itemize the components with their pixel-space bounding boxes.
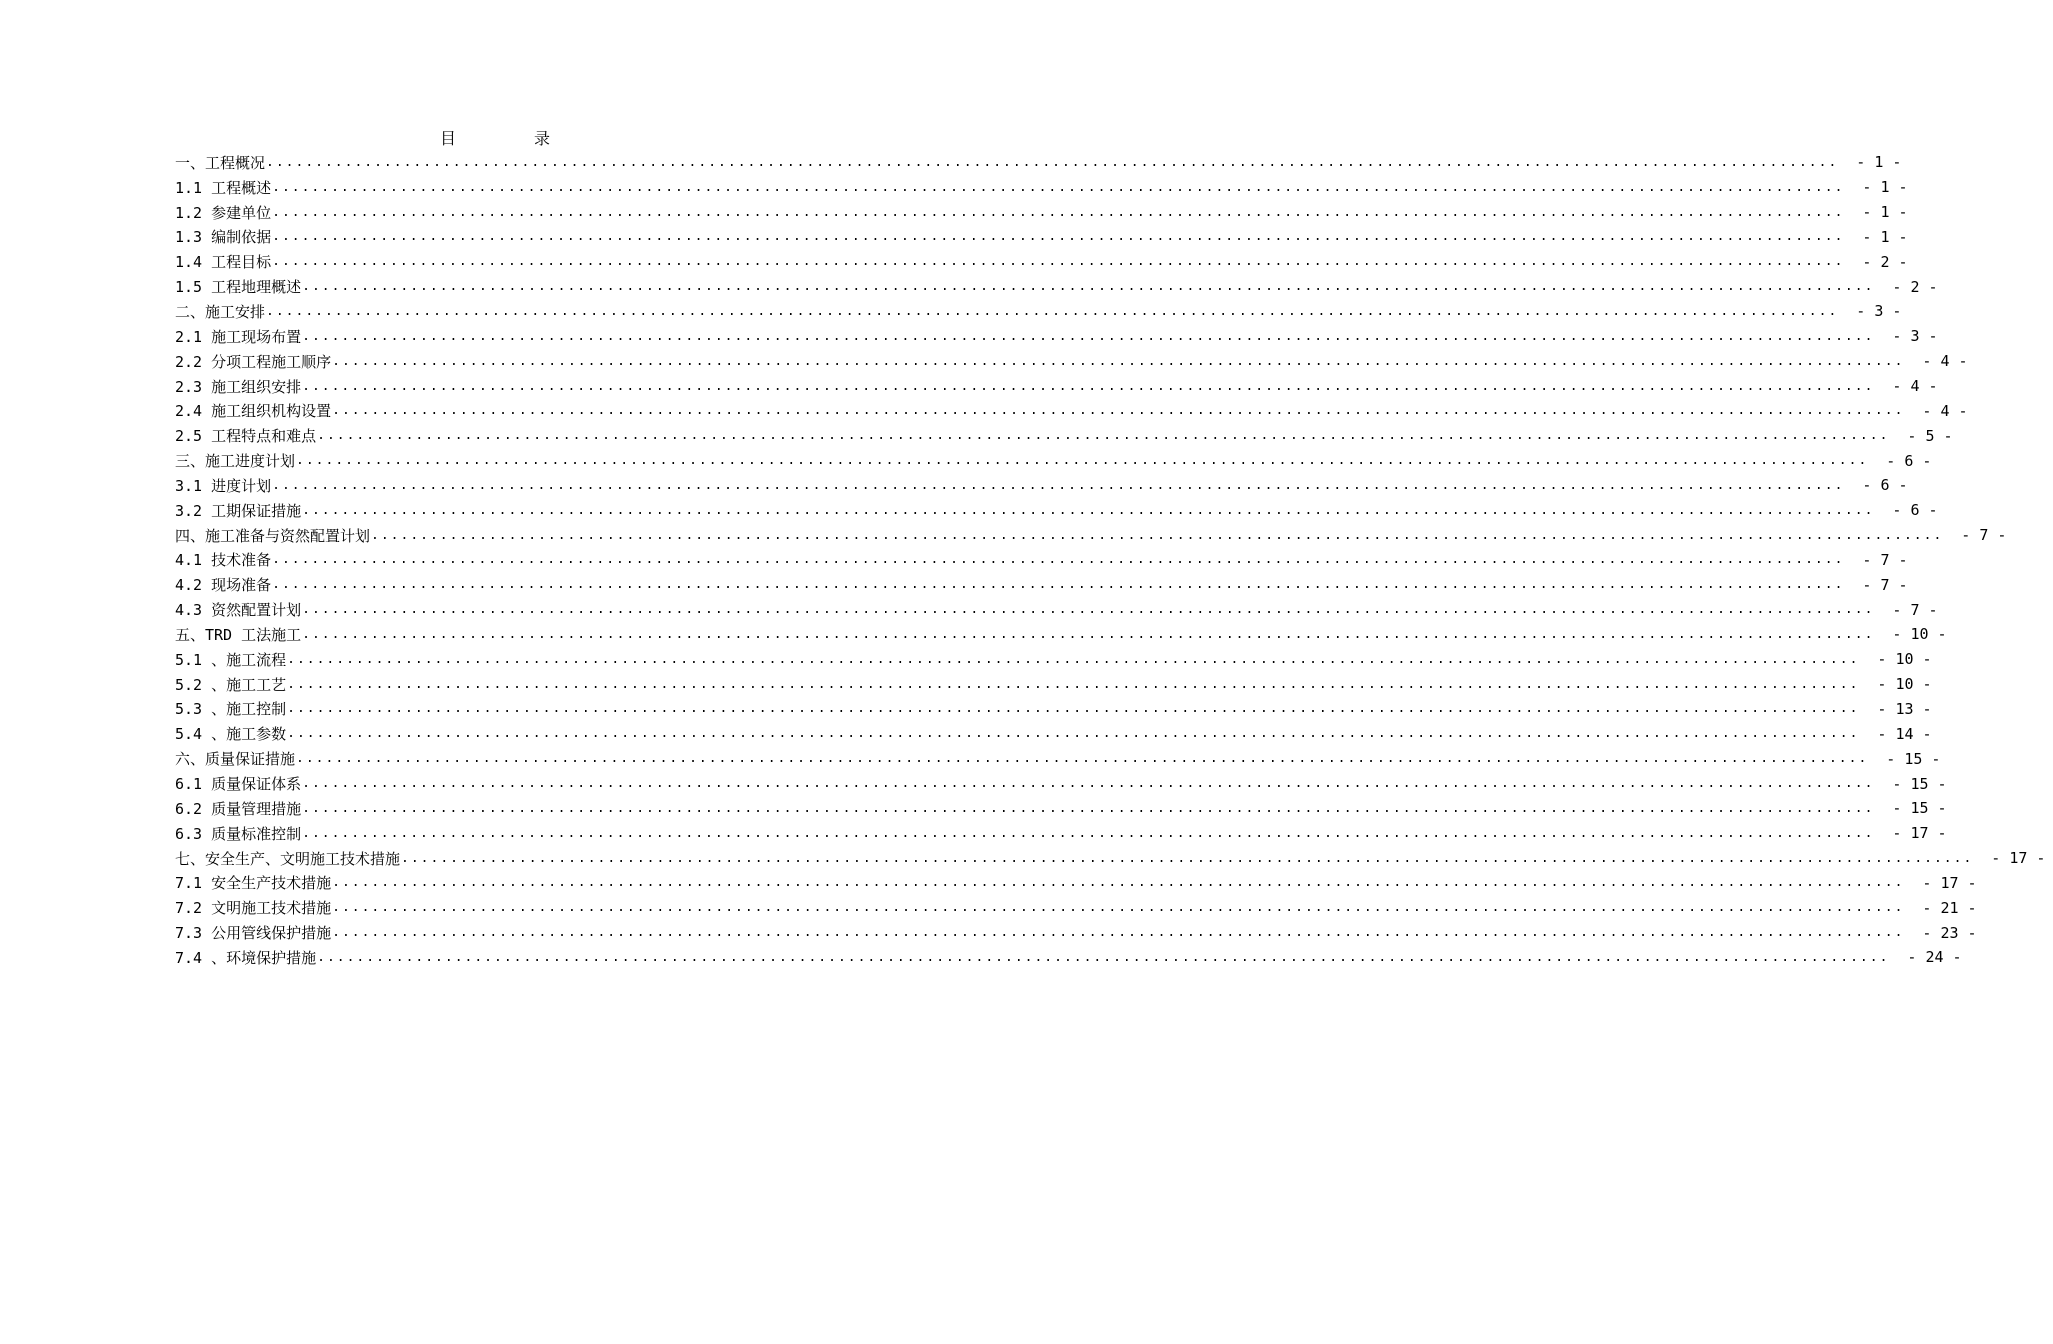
toc-dot-leader: ................................................................................................................................................................ [287, 726, 1860, 742]
toc-entry-label: 6.2 质量管理措施 [175, 799, 302, 818]
toc-entry-label: 5.4 、施工参数 [175, 725, 287, 744]
toc-entry-page: - 7 - [1961, 526, 2007, 545]
toc-entry-page: - 6 - [1862, 476, 1908, 495]
toc-entry-label: 3.2 工期保证措施 [175, 501, 302, 520]
toc-title-right: 录 [534, 129, 551, 148]
toc-entry-label: 1.1 工程概述 [175, 178, 272, 197]
toc-dot-leader: ................................................................................................................................................................ [302, 378, 1875, 394]
toc-dot-leader: ................................................................................................................................................................ [317, 428, 1890, 444]
toc-entry-page: - 6 - [1886, 451, 1932, 470]
toc-entry-label: 7.2 文明施工技术措施 [175, 899, 332, 918]
toc-entry-page: - 10 - [1877, 650, 1932, 669]
toc-entry[interactable] [175, 746, 1941, 771]
toc-entry-page: - 4 - [1922, 401, 1968, 420]
toc-entry[interactable] [175, 398, 1968, 423]
toc-entry-page: - 21 - [1922, 898, 1977, 917]
toc-entry-page: - 2 - [1892, 277, 1938, 296]
toc-dot-leader: ................................................................................................................................................................ [332, 353, 1905, 369]
toc-entry-page: - 10 - [1877, 675, 1932, 694]
toc-entry[interactable] [175, 498, 1938, 523]
toc-entry[interactable] [175, 324, 1938, 349]
toc-entry-page: - 14 - [1877, 724, 1932, 743]
toc-entry-label: 1.3 编制依据 [175, 228, 272, 247]
toc-entry-label: 1.5 工程地理概述 [175, 278, 302, 297]
toc-entry-page: - 13 - [1877, 699, 1932, 718]
toc-entry[interactable] [175, 945, 1962, 970]
toc-entry-page: - 15 - [1892, 799, 1947, 818]
toc-dot-leader: ................................................................................................................................................................ [302, 776, 1875, 792]
toc-entry-label: 二、施工安排 [175, 302, 266, 321]
toc-entry[interactable] [175, 349, 1968, 374]
toc-dot-leader: ................................................................................................................................................................ [302, 502, 1875, 518]
toc-dot-leader: ................................................................................................................................................................ [302, 328, 1875, 344]
toc-dot-leader: ................................................................................................................................................................ [272, 204, 1845, 220]
toc-entry-label: 1.4 工程目标 [175, 253, 272, 272]
toc-entry[interactable] [175, 249, 1908, 274]
toc-dot-leader: ................................................................................................................................................................ [332, 403, 1905, 419]
toc-entry-label: 三、施工进度计划 [175, 452, 296, 471]
toc-entry[interactable] [175, 870, 1977, 895]
toc-entry-page: - 5 - [1907, 426, 1953, 445]
toc-entry-page: - 4 - [1922, 352, 1968, 371]
toc-entry-label: 五、TRD 工法施工 [175, 625, 302, 644]
toc-dot-leader: ................................................................................................................................................................ [287, 701, 1860, 717]
toc-entry-page: - 2 - [1862, 252, 1908, 271]
toc-dot-leader: ................................................................................................................................................................ [332, 875, 1905, 891]
toc-entry-page: - 4 - [1892, 377, 1938, 396]
toc-entry-label: 5.3 、施工控制 [175, 700, 287, 719]
toc-entry[interactable] [175, 274, 1938, 299]
toc-dot-leader: ................................................................................................................................................................ [302, 800, 1875, 816]
toc-entry[interactable] [175, 225, 1908, 250]
toc-entry-page: - 17 - [1892, 824, 1947, 843]
toc-entry-label: 4.1 技术准备 [175, 551, 272, 570]
toc-entry[interactable] [175, 597, 1938, 622]
toc-entry[interactable] [175, 895, 1977, 920]
toc-dot-leader: ................................................................................................................................................................ [371, 527, 1944, 543]
toc-entry-label: 5.1 、施工流程 [175, 650, 287, 669]
toc-entry-label: 2.5 工程特点和难点 [175, 427, 317, 446]
toc-title [0, 126, 990, 149]
toc-entry-page: - 10 - [1892, 625, 1947, 644]
toc-dot-leader: ................................................................................................................................................................ [287, 651, 1860, 667]
toc-entry[interactable] [175, 448, 1932, 473]
toc-entry-label: 4.3 资然配置计划 [175, 601, 302, 620]
toc-entry-label: 4.2 现场准备 [175, 576, 272, 595]
toc-entry[interactable] [175, 697, 1932, 722]
toc-entry-label: 2.4 施工组织机构设置 [175, 402, 332, 421]
toc-dot-leader: ................................................................................................................................................................ [287, 676, 1860, 692]
toc-entry[interactable] [175, 572, 1908, 597]
toc-entry-page: - 17 - [1922, 873, 1977, 892]
toc-title-left: 目 [439, 129, 456, 148]
toc-entry-label: 6.1 质量保证体系 [175, 775, 302, 794]
toc-entry-label: 1.2 参建单位 [175, 203, 272, 222]
toc-dot-leader: ................................................................................................................................................................ [266, 303, 1839, 319]
toc-entry[interactable] [175, 150, 1902, 175]
toc-entry[interactable] [175, 672, 1932, 697]
toc-entry-label: 2.3 施工组织安排 [175, 377, 302, 396]
toc-entry-page: - 7 - [1892, 600, 1938, 619]
toc-entry[interactable] [175, 721, 1932, 746]
toc-dot-leader: ................................................................................................................................................................ [272, 254, 1845, 270]
toc-entry[interactable] [175, 647, 1932, 672]
toc-entry-page: - 1 - [1862, 203, 1908, 222]
toc-dot-leader: ................................................................................................................................................................ [272, 477, 1845, 493]
toc-dot-leader: ................................................................................................................................................................ [302, 602, 1875, 618]
toc-dot-leader: ................................................................................................................................................................ [302, 825, 1875, 841]
toc-entry[interactable] [175, 374, 1938, 399]
toc-entry[interactable] [175, 175, 1908, 200]
toc-entry-label: 5.2 、施工工艺 [175, 675, 287, 694]
toc-list [175, 150, 2046, 970]
toc-dot-leader: ................................................................................................................................................................ [272, 229, 1845, 245]
toc-entry[interactable] [175, 548, 1908, 573]
toc-entry-label: 一、工程概况 [175, 153, 266, 172]
toc-entry[interactable] [175, 523, 2007, 548]
toc-entry-page: - 15 - [1886, 749, 1941, 768]
toc-entry-page: - 6 - [1892, 501, 1938, 520]
toc-entry[interactable] [175, 771, 1947, 796]
toc-entry[interactable] [175, 473, 1908, 498]
toc-dot-leader: ................................................................................................................................................................ [272, 179, 1845, 195]
toc-dot-leader: ................................................................................................................................................................ [302, 279, 1875, 295]
toc-entry-page: - 1 - [1856, 153, 1902, 172]
toc-entry-page: - 3 - [1892, 327, 1938, 346]
toc-entry-page: - 1 - [1862, 178, 1908, 197]
toc-dot-leader: ................................................................................................................................................................ [317, 949, 1890, 965]
toc-entry-label: 2.2 分项工程施工顺序 [175, 352, 332, 371]
toc-entry-page: - 7 - [1862, 575, 1908, 594]
toc-dot-leader: ................................................................................................................................................................ [272, 577, 1845, 593]
toc-dot-leader: ................................................................................................................................................................ [296, 453, 1869, 469]
toc-dot-leader: ................................................................................................................................................................ [272, 552, 1845, 568]
toc-dot-leader: ................................................................................................................................................................ [401, 850, 1974, 866]
toc-dot-leader: ................................................................................................................................................................ [266, 154, 1839, 170]
toc-entry[interactable] [175, 423, 1953, 448]
toc-entry[interactable] [175, 821, 1947, 846]
toc-entry-page: - 1 - [1862, 227, 1908, 246]
toc-dot-leader: ................................................................................................................................................................ [296, 751, 1869, 767]
toc-entry[interactable] [175, 622, 1947, 647]
toc-entry-label: 7.4 、环境保护措施 [175, 948, 317, 967]
toc-entry-label: 3.1 进度计划 [175, 476, 272, 495]
toc-entry[interactable] [175, 846, 2046, 871]
toc-entry[interactable] [175, 200, 1908, 225]
toc-entry-label: 6.3 质量标准控制 [175, 824, 302, 843]
toc-entry[interactable] [175, 796, 1947, 821]
toc-entry-page: - 23 - [1922, 923, 1977, 942]
toc-dot-leader: ................................................................................................................................................................ [302, 626, 1875, 642]
toc-entry-label: 四、施工准备与资然配置计划 [175, 526, 371, 545]
toc-entry-page: - 3 - [1856, 302, 1902, 321]
toc-entry[interactable] [175, 299, 1902, 324]
toc-entry-label: 7.3 公用管线保护措施 [175, 924, 332, 943]
toc-entry-page: - 24 - [1907, 948, 1962, 967]
toc-entry-label: 六、质量保证措施 [175, 750, 296, 769]
toc-entry-label: 7.1 安全生产技术措施 [175, 874, 332, 893]
toc-entry-page: - 17 - [1991, 849, 2046, 868]
toc-entry-page: - 7 - [1862, 550, 1908, 569]
toc-entry-label: 七、安全生产、文明施工技术措施 [175, 849, 401, 868]
toc-dot-leader: ................................................................................................................................................................ [332, 900, 1905, 916]
toc-dot-leader: ................................................................................................................................................................ [332, 925, 1905, 941]
toc-entry-page: - 15 - [1892, 774, 1947, 793]
toc-entry[interactable] [175, 920, 1977, 945]
toc-entry-label: 2.1 施工现场布置 [175, 327, 302, 346]
